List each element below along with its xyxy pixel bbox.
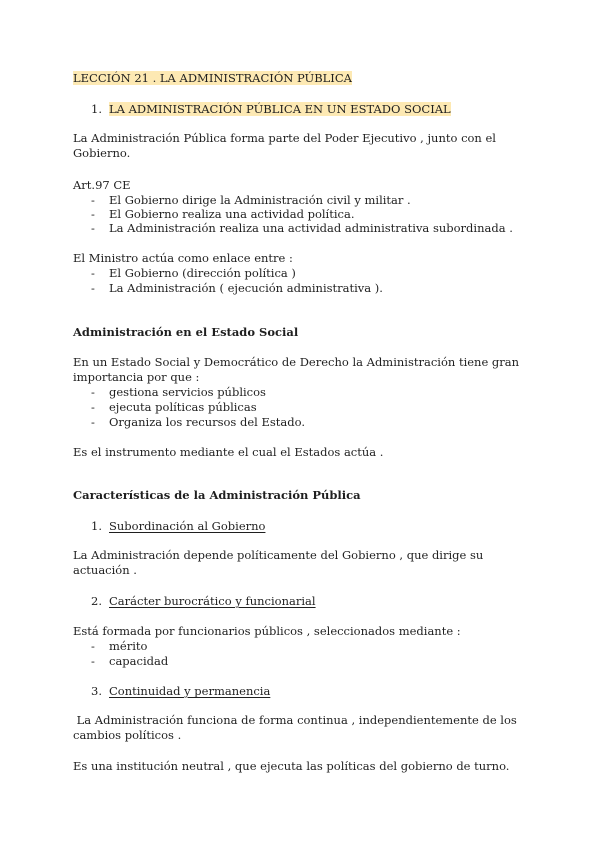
section2-intro: En un Estado Social y Democrático de Derecho la Administración tiene gran importancia por que : (73, 355, 520, 384)
section1-heading-text: LA ADMINISTRACIÓN PÚBLICA EN UN ESTADO SOCIAL (109, 102, 451, 116)
bullet-dash: - (91, 266, 95, 280)
sub2-item: mérito (109, 639, 148, 653)
sub2-number: 2. (91, 594, 102, 608)
minister-item: La Administración ( ejecución administrativa ). (109, 281, 383, 295)
sub3-title: Continuidad y permanencia (109, 684, 271, 698)
section1-number: 1. (91, 102, 102, 116)
sub1-number: 1. (91, 519, 102, 533)
bullet-dash: - (91, 281, 95, 295)
art-item: La Administración realiza una actividad administrativa subordinada . (109, 221, 513, 235)
art-item: El Gobierno dirige la Administración civil y militar . (109, 193, 411, 207)
bullet-dash: - (91, 639, 95, 653)
sub1-title: Subordinación al Gobierno (109, 519, 266, 533)
sub2-title: Carácter burocrático y funcionarial (109, 594, 316, 608)
sub3-closing: Es una institución neutral , que ejecuta las políticas del gobierno de turno. (73, 759, 510, 773)
section2-item: Organiza los recursos del Estado. (109, 415, 305, 429)
lesson-title-text: LECCIÓN 21 . LA ADMINISTRACIÓN PÚBLICA (73, 71, 352, 85)
bullet-dash: - (91, 400, 95, 414)
minister-intro: El Ministro actúa como enlace entre : (73, 251, 293, 265)
bullet-dash: - (91, 415, 95, 429)
minister-item: El Gobierno (dirección política ) (109, 266, 296, 280)
section1-intro: La Administración Pública forma parte del Poder Ejecutivo , junto con el Gobierno. (73, 131, 496, 160)
bullet-dash: - (91, 221, 95, 235)
section2-item: gestiona servicios públicos (109, 385, 266, 399)
section2-item: ejecuta políticas públicas (109, 400, 257, 414)
lesson-title (73, 71, 352, 86)
bullet-dash: - (91, 207, 95, 221)
section2-closing: Es el instrumento mediante el cual el Estados actúa . (73, 445, 384, 459)
art-item: El Gobierno realiza una actividad política. (109, 207, 355, 221)
section2-heading: Administración en el Estado Social (73, 325, 299, 339)
sub3-text: La Administración funciona de forma continua , independientemente de los cambios políticos . (73, 713, 521, 742)
bullet-dash: - (91, 193, 95, 207)
sub1-text: La Administración depende políticamente del Gobierno , que dirige su actuación . (73, 548, 484, 577)
art-label: Art.97 CE (73, 178, 131, 192)
section3-heading: Características de la Administración Pública (73, 488, 361, 502)
bullet-dash: - (91, 654, 95, 668)
sub2-text: Está formada por funcionarios públicos , seleccionados mediante : (73, 624, 461, 638)
sub3-number: 3. (91, 684, 102, 698)
bullet-dash: - (91, 385, 95, 399)
sub2-item: capacidad (109, 654, 169, 668)
section1-heading (109, 102, 451, 117)
